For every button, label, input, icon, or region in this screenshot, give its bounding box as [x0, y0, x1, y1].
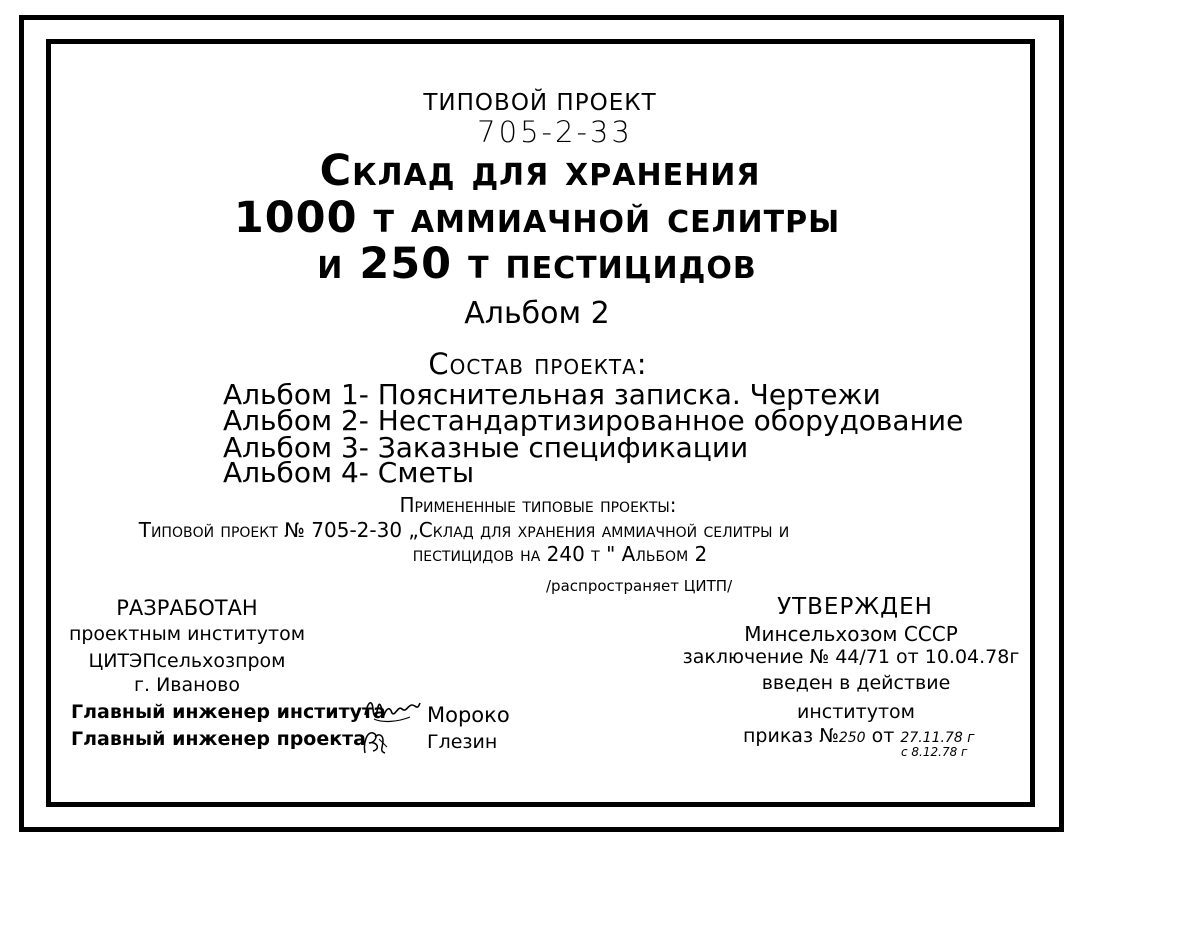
composition-item-4: Альбом 4- Сметы	[223, 456, 475, 489]
approved-heading: УТВЕРЖДЕН	[777, 594, 933, 620]
album-label: Альбом 2	[464, 296, 610, 331]
applied-line-2: пестицидов на 240 т " Альбом 2	[412, 542, 708, 566]
approved-line-3: введен в действие	[761, 672, 951, 694]
developed-line-3: г. Иваново	[134, 674, 240, 696]
applied-note: /распространяет ЦИТП/	[546, 577, 733, 595]
project-number: 705-2-33	[477, 115, 633, 149]
approved-order	[743, 727, 975, 746]
signature-chief-project	[359, 727, 393, 757]
chief-project-label: Главный инженер проекта	[71, 728, 366, 750]
project-kind: ТИПОВОЙ ПРОЕКТ	[423, 90, 657, 116]
chief-institute-label: Главный инженер института	[71, 701, 386, 723]
title-line-1: Склад для хранения	[319, 146, 761, 196]
order-label: приказ №	[743, 725, 839, 747]
order-number: 250	[838, 730, 866, 746]
developed-line-1: проектным институтом	[68, 623, 306, 645]
order-effective: с 8.12.78 г	[901, 745, 968, 759]
developed-line-2: ЦИТЭПсельхозпром	[88, 650, 286, 672]
applied-line-1: Типовой проект № 705-2-30 „Склад для хранения аммиачной селитры и	[138, 518, 790, 542]
title-line-3: и 250 т пестицидов	[317, 239, 757, 289]
title-line-2: 1000 т аммиачной селитры	[233, 193, 841, 243]
developed-heading: РАЗРАБОТАН	[116, 596, 258, 620]
approved-line-4: институтом	[797, 701, 915, 723]
approved-line-2: заключение № 44/71 от 10.04.78г	[682, 646, 1020, 668]
approved-line-1: Минсельхозом СССР	[744, 622, 958, 646]
composition-item-2: Альбом 2- Нестандартизированное оборудование	[223, 404, 964, 437]
composition-heading: Состав проекта:	[428, 347, 648, 381]
chief-institute-name: Мороко	[427, 703, 510, 727]
applied-heading: Примененные типовые проекты:	[399, 493, 677, 517]
composition-item-1: Альбом 1- Пояснительная записка. Чертежи	[223, 378, 881, 411]
order-date: 27.11.78 г	[900, 730, 975, 746]
chief-project-name: Глезин	[427, 731, 498, 753]
order-from: от	[871, 725, 895, 747]
signature-chief-institute	[362, 695, 424, 727]
composition-item-3: Альбом 3- Заказные спецификации	[223, 431, 749, 464]
